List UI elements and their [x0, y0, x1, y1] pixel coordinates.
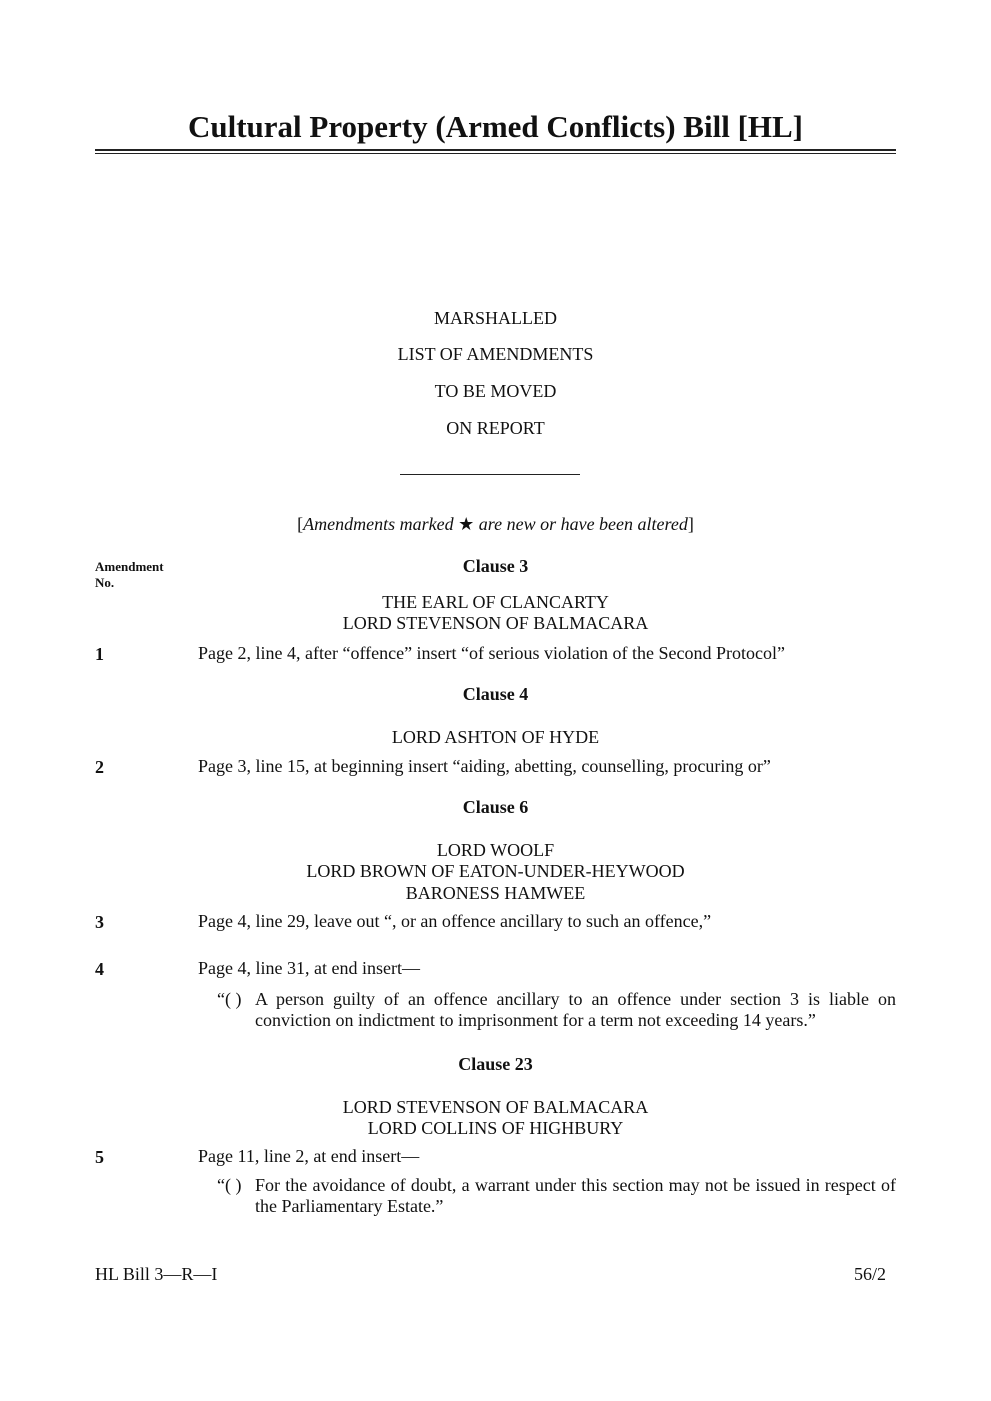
clause-heading: Clause 23 [458, 1054, 533, 1074]
amendment-number: 2 [95, 757, 104, 777]
print-number: 56/2 [853, 1264, 886, 1284]
note-bracket: [ [297, 514, 304, 534]
title-rule-thin [95, 153, 896, 154]
document-title: Cultural Property (Armed Conflicts) Bill [HL] [187, 109, 804, 144]
mover: LORD WOOLF [436, 840, 555, 860]
amendment-number: 4 [95, 959, 104, 979]
amendment-text: Page 4, line 31, at end insert— [198, 958, 420, 978]
amendments-note [95, 514, 896, 534]
mover: LORD BROWN OF EATON-UNDER-HEYWOOD [306, 861, 685, 881]
amendment-number: 5 [95, 1147, 104, 1167]
mover: LORD STEVENSON OF BALMACARA [342, 1097, 649, 1117]
heading-line: MARSHALLED [433, 308, 557, 328]
mover: LORD ASHTON OF HYDE [391, 727, 600, 747]
title-rule-thick [95, 149, 896, 151]
heading-divider [400, 474, 580, 475]
quote-marker: “( ) [217, 1175, 242, 1195]
clause-heading: Clause 4 [462, 684, 529, 704]
note-text: are new or have been altered [478, 514, 688, 534]
clause-heading: Clause 3 [462, 556, 529, 576]
quote-marker: “( ) [217, 989, 242, 1009]
mover: BARONESS HAMWEE [405, 883, 586, 903]
mover: LORD STEVENSON OF BALMACARA [342, 613, 649, 633]
label-line: No. [95, 575, 115, 590]
heading-line: LIST OF AMENDMENTS [397, 344, 594, 364]
heading-line: ON REPORT [446, 418, 545, 438]
amendment-text: Page 11, line 2, at end insert— [198, 1146, 420, 1166]
amendment-number: 3 [95, 912, 104, 932]
clause-heading: Clause 6 [462, 797, 529, 817]
amendment-text: Page 3, line 15, at beginning insert “aiding, abetting, counselling, procuring or” [198, 756, 771, 776]
label-line: Amendment [95, 559, 164, 574]
note-text: Amendments marked [303, 514, 454, 534]
inserted-text: For the avoidance of doubt, a warrant under this section may not be issued in respect of the Parliamentary Estate.” [255, 1175, 896, 1216]
star-icon: ★ [458, 514, 475, 534]
mover: THE EARL OF CLANCARTY [382, 592, 609, 612]
heading-line: TO BE MOVED [434, 381, 557, 401]
note-bracket: ] [687, 514, 694, 534]
inserted-text: A person guilty of an offence ancillary to an offence under section 3 is liable on conviction on indictment to imprisonment for a term not exceeding 14 years.” [255, 989, 896, 1030]
mover: LORD COLLINS OF HIGHBURY [367, 1118, 624, 1138]
bill-reference: HL Bill 3—R—I [95, 1264, 218, 1284]
amendment-number: 1 [95, 644, 104, 664]
amendment-text: Page 2, line 4, after “offence” insert “of serious violation of the Second Protocol” [198, 643, 785, 663]
amendment-text: Page 4, line 29, leave out “, or an offence ancillary to such an offence,” [198, 911, 712, 931]
